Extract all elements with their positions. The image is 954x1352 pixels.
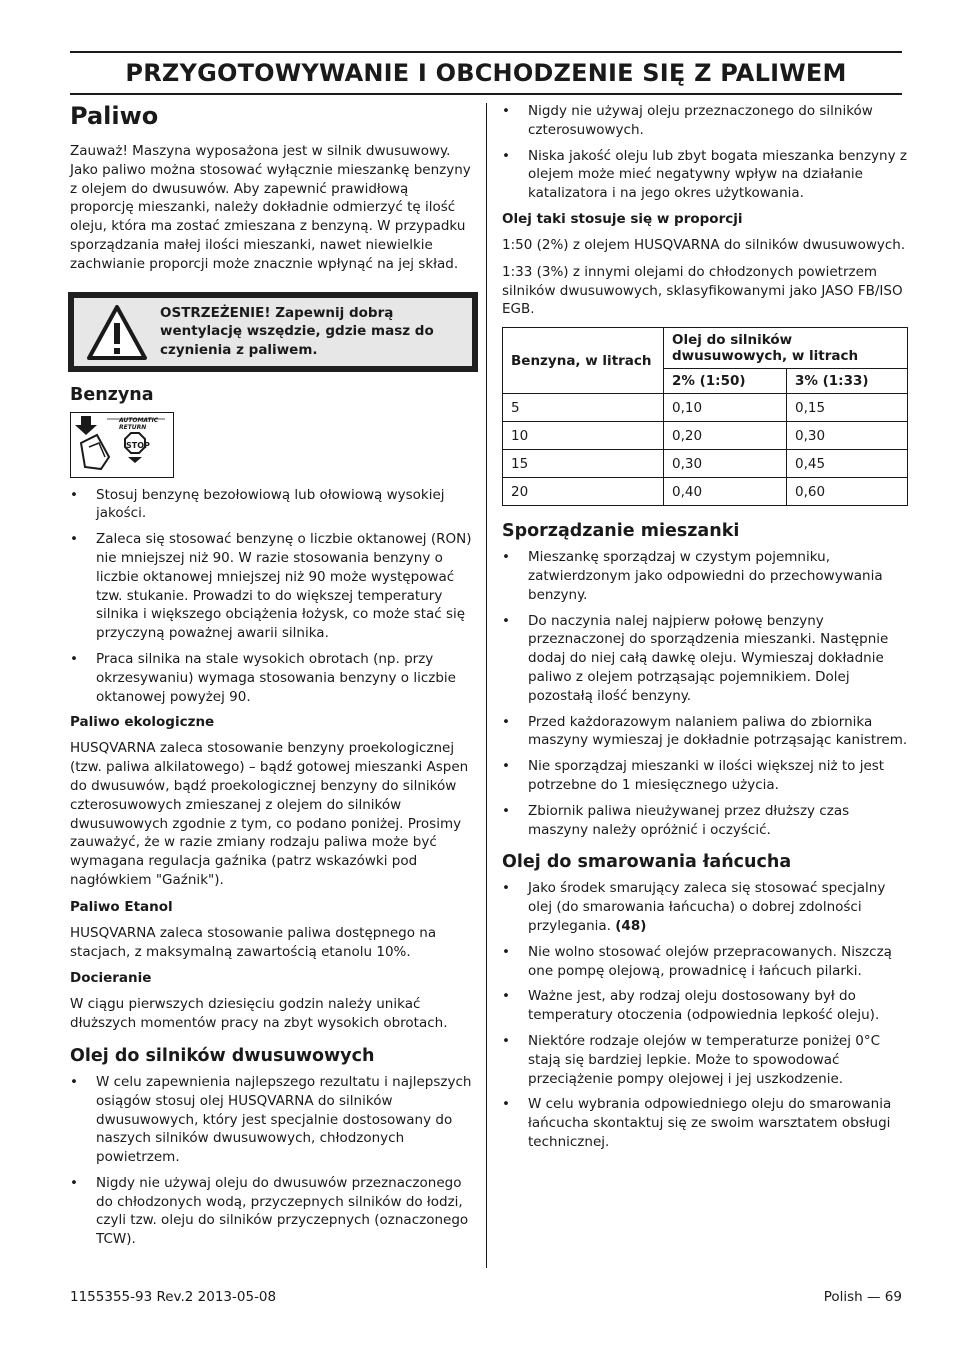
olej-dwusuw-list bbox=[70, 1073, 472, 1249]
list-item: • Przed każdorazowym nalaniem paliwa do zbiornika maszyny wymieszaj je dokładnie potrząsając kanistrem. bbox=[502, 713, 908, 749]
benzyna-list bbox=[70, 486, 472, 707]
list-item: • Niska jakość oleju lub zbyt bogata mieszanka benzyny z olejem może mieć negatywny wpływ na działanie katalizatora i na jego okres użytkowania. bbox=[502, 147, 907, 202]
subheading-benzyna: Benzyna bbox=[70, 384, 154, 405]
subheading-paliwo-etanol: Paliwo Etanol bbox=[70, 898, 173, 915]
figure-reference: (48) bbox=[615, 917, 647, 934]
mix-list bbox=[502, 548, 908, 839]
return-label: RETURN bbox=[119, 423, 147, 431]
subheading-sporzadzanie: Sporządzanie mieszanki bbox=[502, 521, 740, 542]
table-header-row bbox=[503, 328, 908, 369]
warning-triangle-icon bbox=[86, 304, 148, 362]
warning-box bbox=[68, 292, 478, 372]
stop-label: STOP bbox=[126, 440, 150, 450]
etanol-paragraph: HUSQVARNA zaleca stosowanie paliwa dostępnego na stacjach, z maksymalną zawartością etanolu 10%. bbox=[70, 924, 437, 960]
list-item: • Jako środek smarujący zaleca się stosować specjalny olej (do smarowania łańcucha) o dobrej zdolności przylegania. (48) bbox=[502, 880, 886, 934]
subheading-docieranie: Docieranie bbox=[70, 970, 152, 987]
subheading-olej-dwusuw: Olej do silników dwusuwowych bbox=[70, 1045, 375, 1066]
page-header bbox=[70, 51, 902, 95]
table-header-olej: Olej do silników dwusuwowych, w litrach bbox=[664, 328, 908, 369]
footer-page-number: Polish — 69 bbox=[823, 1289, 902, 1305]
proportion-2: 1:33 (3%) z innymi olejami do chłodzonych powietrzem silników dwusuwowych, sklasyfikowanymi jako JASO FB/ISO EGB. bbox=[502, 263, 903, 318]
table-subheader-3pct: 3% (1:33) bbox=[787, 369, 908, 394]
fuel-stop-icon bbox=[70, 412, 174, 478]
table-header-benzyna: Benzyna, w litrach bbox=[503, 328, 664, 394]
list-item: • Do naczynia nalej najpierw połowę benzyny przeznaczonej do sporządzenia mieszanki. Następnie dodaj do niej całą dawkę oleju. Wymieszaj dokładnie paliwo z olejem potrząsając pojemnikiem. Dolej pozostałą ilość benzyny. bbox=[502, 612, 889, 704]
list-item: • Mieszankę sporządzaj w czystym pojemniku, zatwierdzonym jako odpowiedni do przechowywania benzyny. bbox=[502, 549, 883, 603]
subheading-paliwo-ekologiczne: Paliwo ekologiczne bbox=[70, 714, 215, 731]
proportion-1: 1:50 (2%) z olejem HUSQVARNA do silników dwusuwowych. bbox=[502, 236, 906, 253]
eco-paragraph: HUSQVARNA zaleca stosowanie benzyny proekologicznej (tzw. paliwa alkilatowego) – bądź gotowej mieszanki Aspen do dwusuwów, bądź proekologicznej benzyny do silników czterosuwowych zmieszanej z olejem do silników dwusuwowych zgodnie z tym, co podano poniżej. Prosimy zauważyć, że w razie zmiany rodzaju paliwa może być wymagana regulacja gaźnika (patrz wskazówki pod nagłówkiem "Gaźnik"). bbox=[70, 740, 469, 888]
list-item: • W celu zapewnienia najlepszego rezultatu i najlepszych osiągów stosuj olej HUSQVARNA do silników dwusuwowych, który jest specjalnie dostosowany do naszych silników dwusuwowych, chłodzonych powietrzem. bbox=[70, 1073, 472, 1166]
list-item: • Zbiornik paliwa nieużywanej przez dłuższy czas maszyny należy opróżnić i oczyścić. bbox=[502, 802, 850, 838]
table-subheader-2pct: 2% (1:50) bbox=[664, 369, 787, 394]
intro-paragraph: Zauważ! Maszyna wyposażona jest w silnik dwusuwowy. Jako paliwo można stosować wyłącznie mieszankę benzyny z olejem do dwusuwów. Aby zapewnić prawidłową proporcję mieszanki, należy dokładnie odmierzyć tę ilość oleju, która ma zostać zmieszana z benzyną. W przypadku sporządzania małej ilości mieszanki, nawet niewielkie zachwianie proporcji może znacznie wpłynąć na jej skład. bbox=[70, 143, 471, 272]
list-item: • Nie sporządzaj mieszanki w ilości większej niż to jest potrzebne do 1 miesięcznego użycia. bbox=[502, 758, 885, 793]
column-divider bbox=[486, 103, 487, 1268]
page-title: PRZYGOTOWYWANIE I OBCHODZENIE SIĘ Z PALIWEM bbox=[125, 59, 847, 87]
automatic-label: AUTOMATIC bbox=[119, 416, 159, 424]
list-item: • Nie wolno stosować olejów przepracowanych. Niszczą one pompę olejową, prowadnicę i łańcuch pilarki. bbox=[502, 943, 892, 979]
list-item: • Ważne jest, aby rodzaj oleju dostosowany był do temperatury otoczenia (odpowiednia lepkość oleju). bbox=[502, 988, 880, 1024]
oil-warnings-list bbox=[502, 102, 908, 203]
footer-doc-id: 1155355-93 Rev.2 2013-05-08 bbox=[70, 1289, 277, 1305]
list-item: • W celu wybrania odpowiedniego oleju do smarowania łańcucha skontaktuj się ze swoim warsztatem obsługi technicznej. bbox=[502, 1096, 892, 1150]
list-item: • Stosuj benzynę bezołowiową lub ołowiową wysokiej jakości. bbox=[70, 486, 445, 522]
table-row: 10 0,20 0,30 bbox=[503, 422, 908, 450]
docieranie-paragraph: W ciągu pierwszych dziesięciu godzin należy unikać dłuższych momentów pracy na zbyt wysokich obrotach. bbox=[70, 996, 448, 1032]
table-row: 20 0,40 0,60 bbox=[503, 478, 908, 506]
section-heading-paliwo: Paliwo bbox=[70, 102, 159, 130]
list-item: • Nigdy nie używaj oleju przeznaczonego do silników czterosuwowych. bbox=[502, 103, 873, 138]
right-column bbox=[502, 100, 908, 1159]
left-column bbox=[70, 100, 472, 1256]
subheading-olej-lancuch: Olej do smarowania łańcucha bbox=[502, 852, 792, 873]
table-row: 5 0,10 0,15 bbox=[503, 394, 908, 422]
mixture-table bbox=[502, 327, 908, 506]
list-item: • Praca silnika na stale wysokich obrotach (np. przy okrzesywaniu) wymaga stosowania benzyny o liczbie oktanowej powyżej 90. bbox=[70, 650, 456, 705]
warning-text: OSTRZEŻENIE! Zapewnij dobrą wentylację wszędzie, gdzie masz do czynienia z paliwem. bbox=[160, 304, 434, 359]
subheading-proporcja: Olej taki stosuje się w proporcji bbox=[502, 210, 743, 227]
list-item: • Niektóre rodzaje olejów w temperaturze poniżej 0°C stają się bardziej lepkie. Może to spowodować przeciążenie pompy olejowej i jej uszkodzenie. bbox=[502, 1032, 881, 1087]
list-item: • Zaleca się stosować benzynę o liczbie oktanowej (RON) nie mniejszej niż 90. W razie stosowania benzyny o liczbie oktanowej mniejszej niż 90 może występować tzw. stukanie. Prowadzi to do większej temperatury silnika i większego obciążenia łożysk, co może stać się przyczyną poważnej awarii silnika. bbox=[70, 531, 472, 642]
table-row: 15 0,30 0,45 bbox=[503, 450, 908, 478]
chain-oil-list bbox=[502, 879, 908, 1151]
list-item: • Nigdy nie używaj oleju do dwusuwów przeznaczonego do chłodzonych wodą, przyczepnych silników do łodzi, czyli tzw. oleju do silników przyczepnych (oznaczonego TCW). bbox=[70, 1174, 469, 1248]
